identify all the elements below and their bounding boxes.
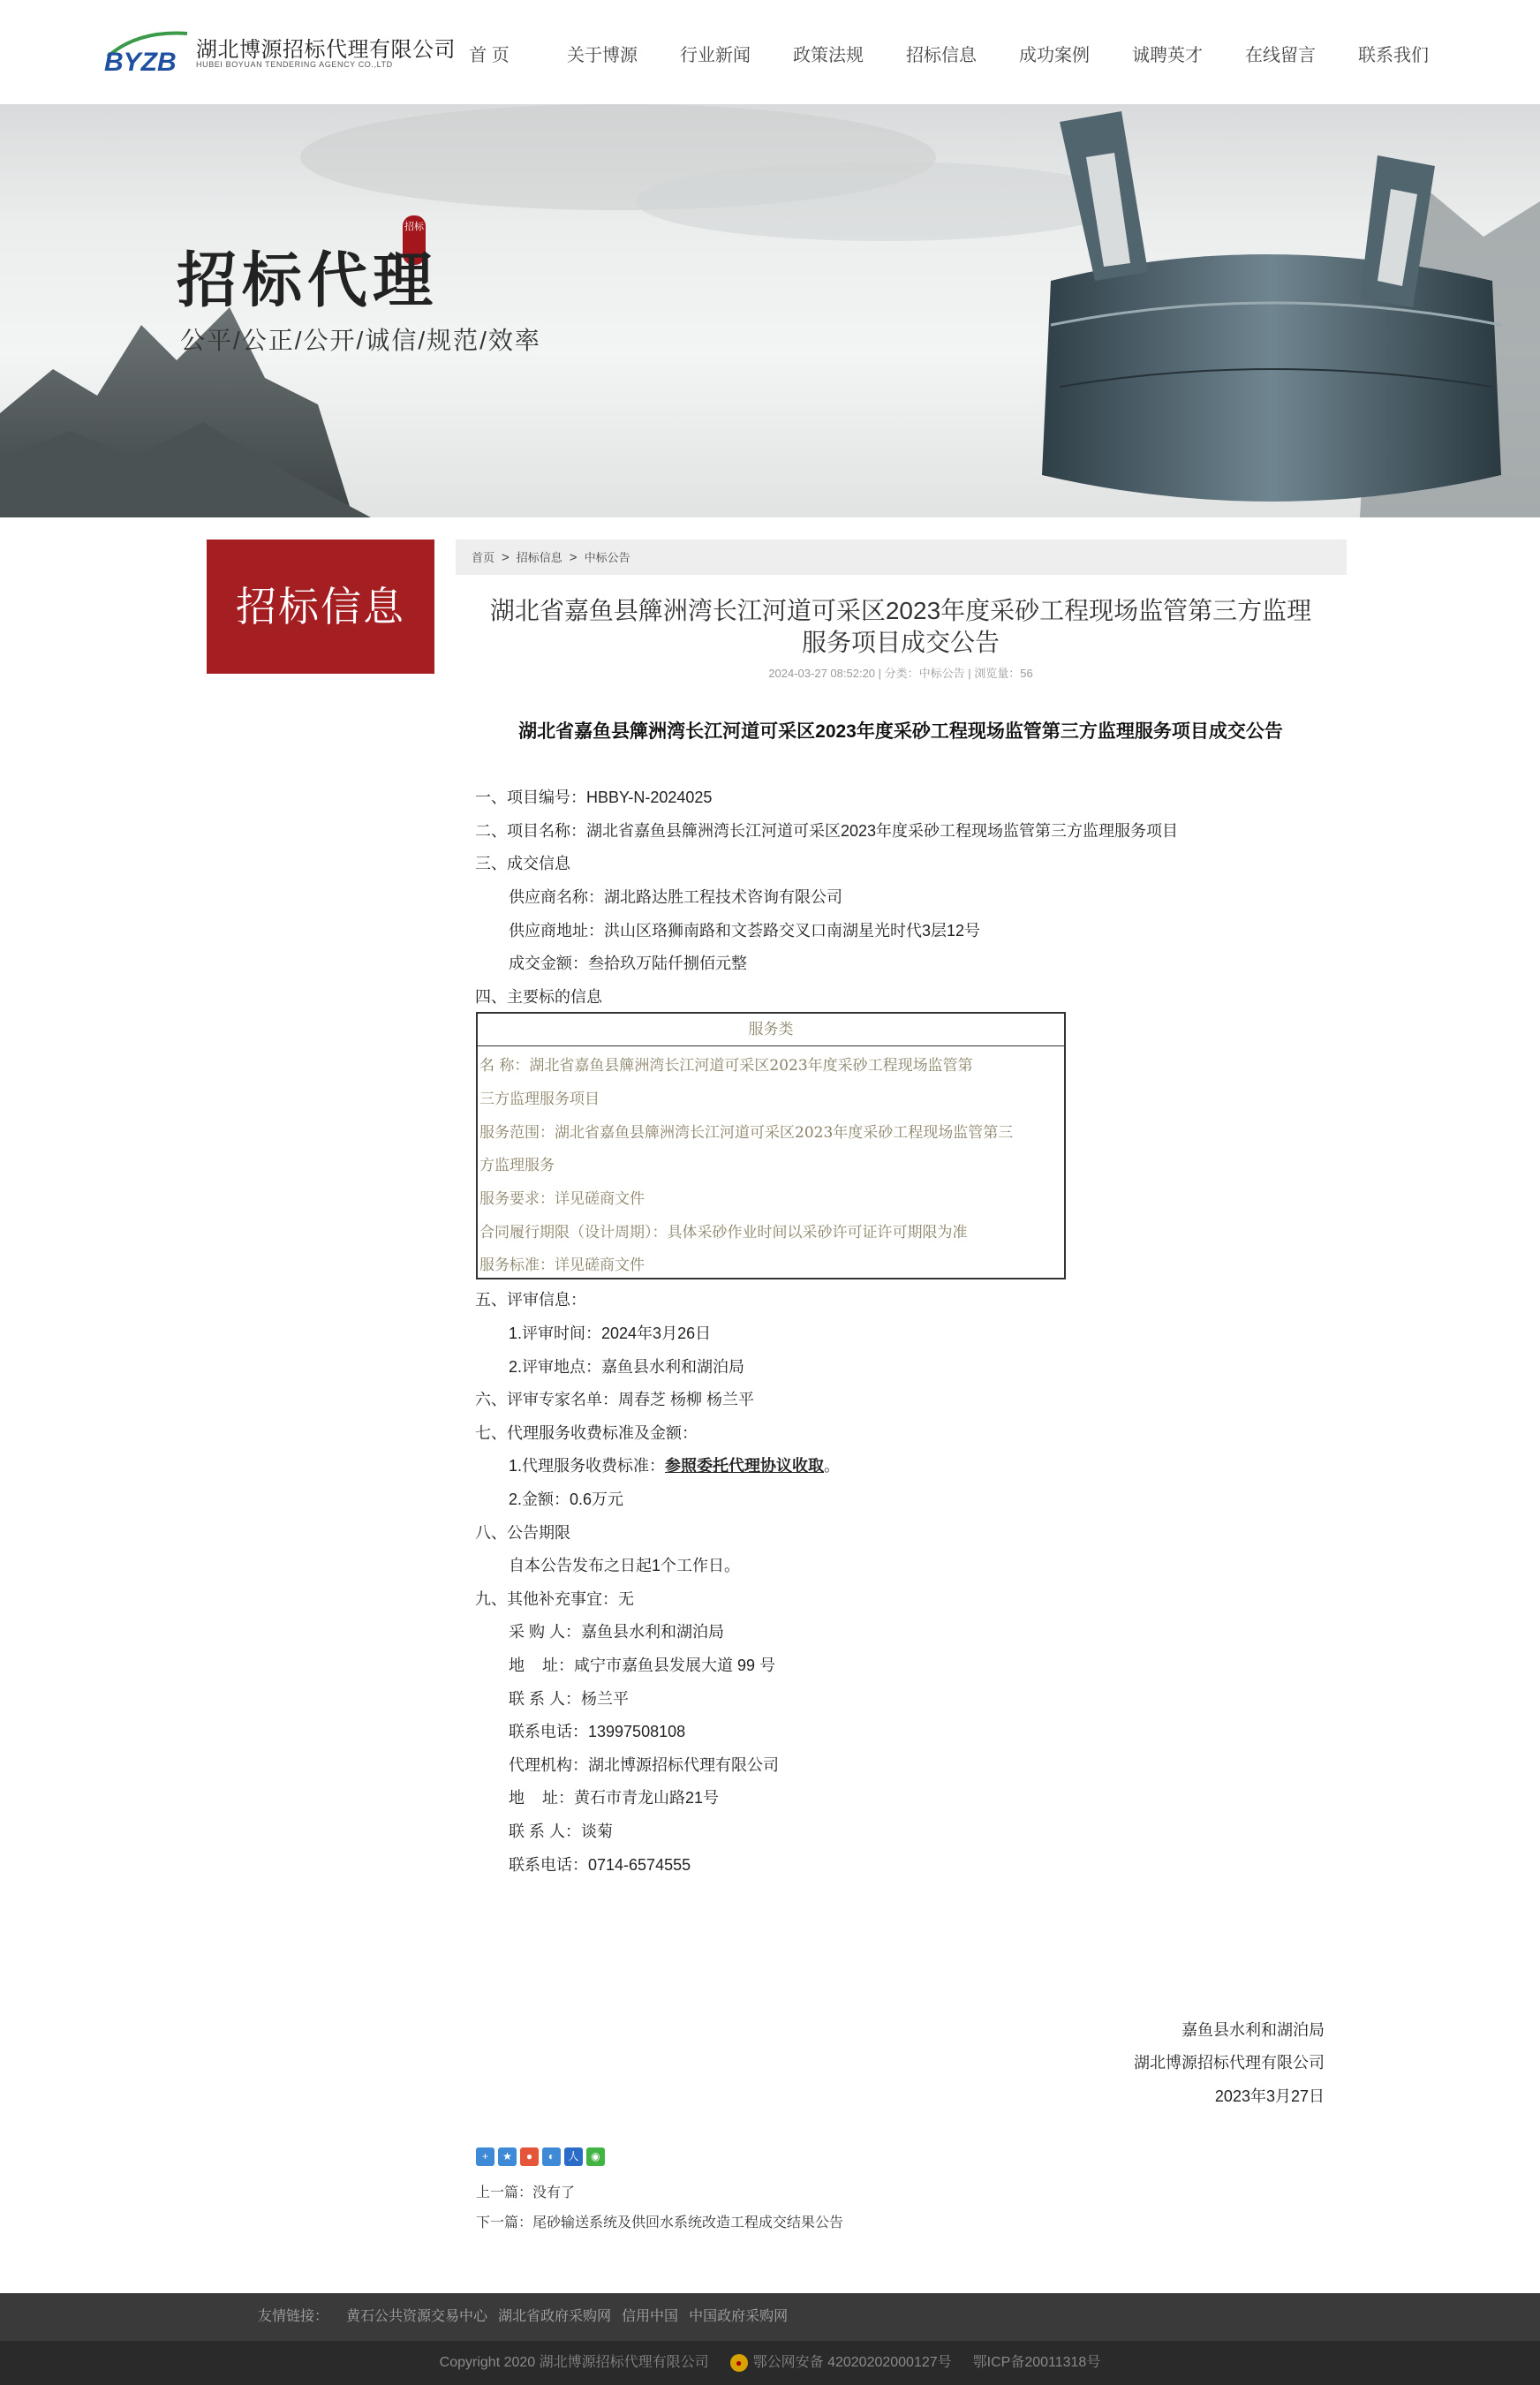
copyright-text: Copyright 2020 湖北博源招标代理有限公司 bbox=[439, 2355, 709, 2370]
share-more-icon[interactable]: + bbox=[476, 2147, 494, 2166]
share-tencent-icon[interactable]: ◐ bbox=[542, 2147, 561, 2166]
nav-home[interactable]: 首 页 bbox=[469, 46, 510, 65]
service-table-row: 方监理服务 bbox=[479, 1157, 555, 1174]
article-title-line1: 湖北省嘉鱼县簰洲湾长江河道可采区2023年度采砂工程现场监管第三方监理 bbox=[489, 597, 1312, 624]
banner-subtitle: 公平/公正/公开/诚信/规范/效率 bbox=[180, 327, 541, 354]
item-fee-standard bbox=[509, 1453, 840, 1476]
service-table-row: 服务标准：详见磋商文件 bbox=[479, 1257, 645, 1274]
item-project-name: 二、项目名称：湖北省嘉鱼县簰洲湾长江河道可采区2023年度采砂工程现场监管第三方监理服务项目 bbox=[475, 822, 1179, 840]
contact-purchaser-address: 地 址：咸宁市嘉鱼县发展大道 99 号 bbox=[509, 1657, 776, 1674]
footer-friend-links bbox=[0, 2293, 1540, 2341]
nav-jobs[interactable]: 诚聘英才 bbox=[1132, 46, 1203, 65]
item-supplier-address: 供应商地址：洪山区珞狮南路和文荟路交叉口南湖星光时代3层12号 bbox=[509, 922, 981, 940]
item-review-place: 2.评审地点：嘉鱼县水利和湖泊局 bbox=[509, 1358, 745, 1376]
item-experts: 六、评审专家名单：周春芝 杨柳 杨兰平 bbox=[475, 1391, 755, 1408]
breadcrumb bbox=[456, 540, 1347, 575]
service-table-row: 服务范围：湖北省嘉鱼县簰洲湾长江河道可采区2023年度采砂工程现场监管第三 bbox=[479, 1124, 1014, 1142]
company-name-en: HUBEI BOYUAN TENDERING AGENCY CO.,LTD bbox=[196, 60, 393, 69]
item-deal-info-heading: 三、成交信息 bbox=[475, 855, 570, 872]
nav-policy[interactable]: 政策法规 bbox=[793, 46, 864, 65]
prev-article-text: 上一篇：没有了 bbox=[476, 2185, 576, 2200]
contact-purchaser: 采 购 人：嘉鱼县水利和湖泊局 bbox=[509, 1623, 725, 1641]
contact-agency-phone: 联系电话：0714-6574555 bbox=[509, 1856, 691, 1874]
service-table-row: 服务要求：详见磋商文件 bbox=[479, 1190, 645, 1208]
prev-article bbox=[476, 2181, 575, 2201]
next-article-link[interactable]: 尾砂输送系统及供回水系统改造工程成交结果公告 bbox=[532, 2215, 844, 2230]
share-wechat-icon[interactable]: ◉ bbox=[586, 2147, 605, 2166]
breadcrumb-tender-info[interactable]: 招标信息 bbox=[516, 551, 562, 564]
friend-link[interactable]: 中国政府采购网 bbox=[689, 2309, 789, 2324]
contact-purchaser-person: 联 系 人：杨兰平 bbox=[509, 1690, 630, 1708]
next-article bbox=[476, 2211, 843, 2231]
friend-links-label: 友情链接： bbox=[258, 2309, 329, 2324]
police-badge-icon: ● bbox=[730, 2354, 748, 2372]
fee-standard-label: 1.代理服务收费标准： bbox=[509, 1457, 666, 1475]
item-main-subject-heading: 四、主要标的信息 bbox=[475, 988, 602, 1006]
share-weibo-icon[interactable]: ● bbox=[520, 2147, 539, 2166]
breadcrumb-separator: > bbox=[502, 550, 510, 565]
nav-contact[interactable]: 联系我们 bbox=[1358, 46, 1429, 65]
fee-standard-end: 。 bbox=[824, 1457, 841, 1475]
logo-mark-text: BYZB bbox=[104, 48, 177, 76]
item-review-time: 1.评审时间：2024年3月26日 bbox=[509, 1325, 712, 1342]
main-nav bbox=[433, 0, 1450, 104]
document-title: 湖北省嘉鱼县簰洲湾长江河道可采区2023年度采砂工程现场监管第三方监理服务项目成交公告 bbox=[518, 721, 1283, 742]
contact-agency-person: 联 系 人：谈菊 bbox=[509, 1823, 614, 1840]
fee-standard-value: 参照委托代理协议收取 bbox=[665, 1457, 825, 1475]
item-fee-heading: 七、代理服务收费标准及金额： bbox=[475, 1424, 698, 1442]
banner-title: 招标代理 bbox=[177, 245, 439, 316]
service-table-row: 三方监理服务项目 bbox=[479, 1091, 600, 1108]
sidebar-section-title: 招标信息 bbox=[207, 540, 434, 674]
red-seal-stamp: 招标 bbox=[403, 215, 426, 265]
item-project-number: 一、项目编号：HBBY-N-2024025 bbox=[475, 789, 713, 806]
breadcrumb-separator: > bbox=[569, 550, 578, 565]
site-logo[interactable] bbox=[102, 26, 456, 76]
signature-purchaser: 嘉鱼县水利和湖泊局 bbox=[1181, 2021, 1325, 2039]
nav-message[interactable]: 在线留言 bbox=[1245, 46, 1316, 65]
service-table-row: 合同履行期限（设计周期）：具体采砂作业时间以采砂许可证许可期限为准 bbox=[479, 1224, 968, 1242]
police-record-link[interactable]: 鄂公网安备 42020202000127号 bbox=[752, 2355, 952, 2370]
footer-copyright bbox=[0, 2341, 1540, 2385]
hero-banner bbox=[0, 104, 1540, 517]
breadcrumb-award-notice[interactable]: 中标公告 bbox=[584, 551, 630, 564]
next-article-label: 下一篇： bbox=[476, 2215, 533, 2230]
item-notice-period-heading: 八、公告期限 bbox=[475, 1524, 570, 1542]
friend-link[interactable]: 信用中国 bbox=[622, 2309, 679, 2324]
friend-link[interactable]: 湖北省政府采购网 bbox=[498, 2309, 612, 2324]
breadcrumb-home[interactable]: 首页 bbox=[472, 551, 495, 564]
icp-record-link[interactable]: 鄂ICP备20011318号 bbox=[972, 2355, 1101, 2370]
nav-cases[interactable]: 成功案例 bbox=[1019, 46, 1090, 65]
service-table-header: 服务类 bbox=[478, 1014, 1064, 1046]
site-header bbox=[0, 0, 1540, 104]
share-qzone-icon[interactable]: ★ bbox=[498, 2147, 517, 2166]
share-renren-icon[interactable]: 人 bbox=[564, 2147, 583, 2166]
service-table-row: 名 称：湖北省嘉鱼县簰洲湾长江河道可采区2023年度采砂工程现场监管第 bbox=[479, 1057, 973, 1075]
nav-news[interactable]: 行业新闻 bbox=[680, 46, 751, 65]
item-notice-period: 自本公告发布之日起1个工作日。 bbox=[509, 1557, 741, 1574]
logo-mark-icon bbox=[102, 26, 191, 76]
contact-agency: 代理机构：湖北博源招标代理有限公司 bbox=[509, 1756, 779, 1774]
article-title bbox=[477, 595, 1325, 659]
item-other-matters: 九、其他补充事宜：无 bbox=[475, 1590, 634, 1608]
nav-tender-info[interactable]: 招标信息 bbox=[906, 46, 977, 65]
contact-agency-address: 地 址：黄石市青龙山路21号 bbox=[509, 1789, 720, 1807]
contact-purchaser-phone: 联系电话：13997508108 bbox=[509, 1723, 686, 1740]
signature-date: 2023年3月27日 bbox=[1214, 2087, 1325, 2105]
article-title-line2: 服务项目成交公告 bbox=[801, 629, 1000, 656]
share-bar bbox=[476, 2147, 605, 2166]
service-info-table bbox=[476, 1012, 1066, 1279]
item-review-heading: 五、评审信息： bbox=[475, 1291, 586, 1309]
friend-link[interactable]: 黄石公共资源交易中心 bbox=[346, 2309, 488, 2324]
signature-agency: 湖北博源招标代理有限公司 bbox=[1134, 2054, 1325, 2072]
item-fee-amount: 2.金额：0.6万元 bbox=[509, 1491, 624, 1508]
company-name-cn: 湖北博源招标代理有限公司 bbox=[196, 38, 456, 62]
item-deal-amount: 成交金额：叁拾玖万陆仟捌佰元整 bbox=[509, 955, 747, 972]
nav-about[interactable]: 关于博源 bbox=[567, 46, 638, 65]
article-meta: 2024-03-27 08:52:20 | 分类：中标公告 | 浏览量：56 bbox=[768, 667, 1033, 680]
item-supplier-name: 供应商名称：湖北路达胜工程技术咨询有限公司 bbox=[509, 888, 842, 906]
